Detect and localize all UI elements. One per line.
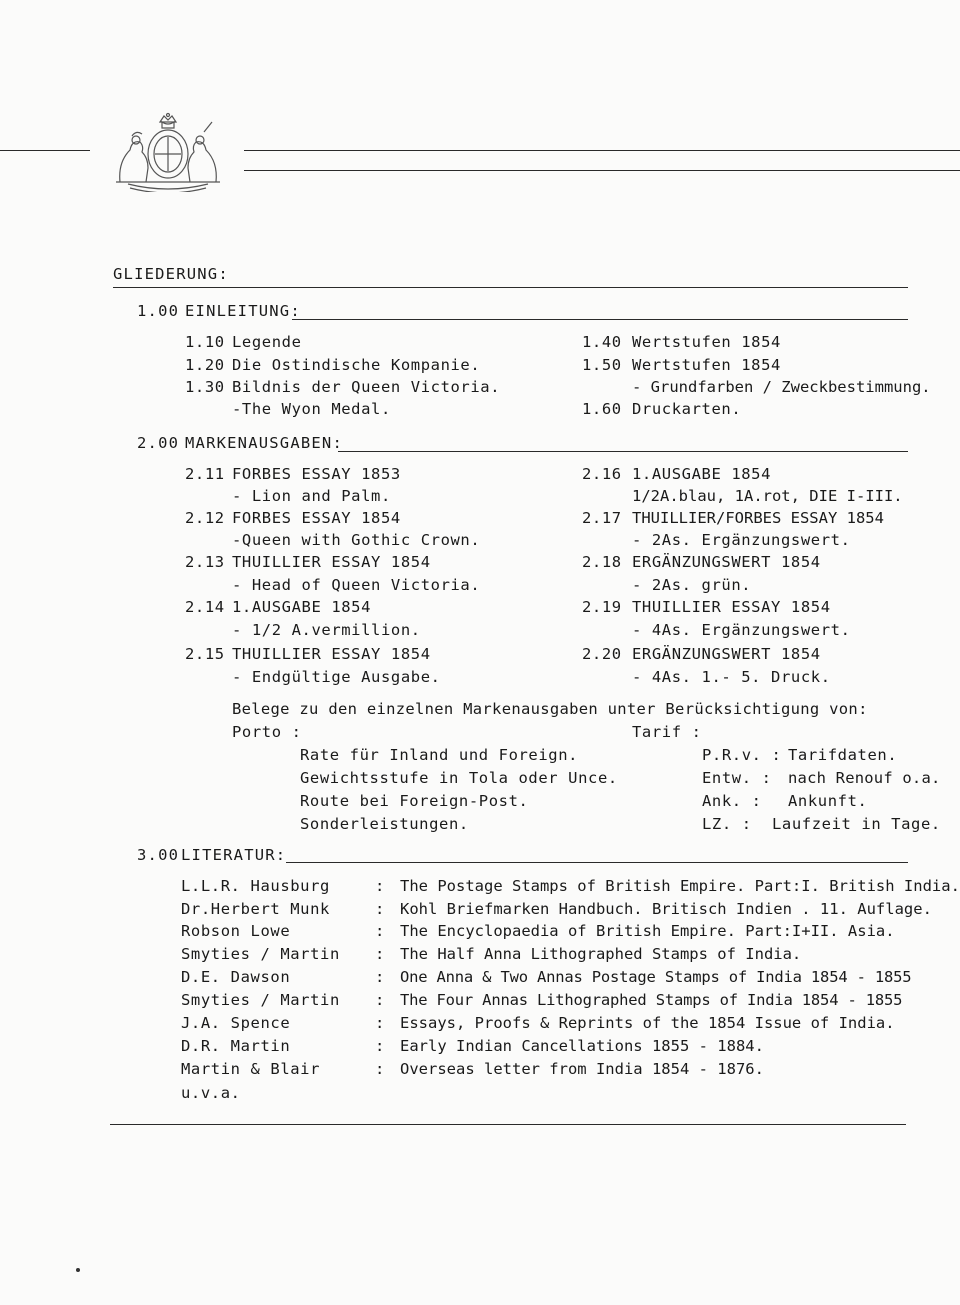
section-3-title: LITERATUR: xyxy=(181,846,287,864)
outline-rule xyxy=(113,287,908,288)
porto-item-0: Rate für Inland und Foreign. xyxy=(300,746,579,764)
section-2-right-num-2: 2.17 xyxy=(582,509,622,527)
lit-author-8: Martin & Blair xyxy=(181,1060,321,1078)
lit-title-3: The Half Anna Lithographed Stamps of India. xyxy=(400,945,802,963)
royal-crest-icon xyxy=(108,112,228,192)
section-1-right-text-1: Wertstufen 1854 xyxy=(632,356,781,374)
section-1-right-text-2: - Grundfarben / Zweckbestimmung. xyxy=(632,378,931,396)
lit-colon-1: : xyxy=(375,900,385,918)
section-2-left-text-9: - Endgültige Ausgabe. xyxy=(232,668,441,686)
lit-title-6: Essays, Proofs & Reprints of the 1854 Issue of India. xyxy=(400,1014,895,1032)
section-2-left-text-3: -Queen with Gothic Crown. xyxy=(232,531,481,549)
header-rule-left xyxy=(0,150,90,151)
section-1-title: EINLEITUNG: xyxy=(185,302,301,320)
section-2-right-text-9: - 4As. 1.- 5. Druck. xyxy=(632,668,831,686)
section-1-left-num-1: 1.20 xyxy=(185,356,225,374)
section-2-right-text-5: - 2As. grün. xyxy=(632,576,752,594)
header-rule-right-top xyxy=(244,150,960,151)
lit-colon-0: : xyxy=(375,877,385,895)
lit-author-2: Robson Lowe xyxy=(181,922,291,940)
porto-item-3: Sonderleistungen. xyxy=(300,815,469,833)
section-1-right-num-1: 1.50 xyxy=(582,356,622,374)
stray-dot xyxy=(76,1268,80,1272)
section-2-right-text-1: 1/2A.blau, 1A.rot, DIE I-III. xyxy=(632,487,903,505)
section-1-right-num-0: 1.40 xyxy=(582,333,622,351)
section-1-rule xyxy=(292,319,908,320)
tarif-abbr-2: Ank. : xyxy=(702,792,762,810)
lit-colon-2: : xyxy=(375,922,385,940)
section-2-right-text-2: THUILLIER/FORBES ESSAY 1854 xyxy=(632,509,884,527)
lit-colon-5: : xyxy=(375,991,385,1009)
section-2-left-text-4: THUILLIER ESSAY 1854 xyxy=(232,553,431,571)
lit-author-0: L.L.R. Hausburg xyxy=(181,877,330,895)
lit-title-8: Overseas letter from India 1854 - 1876. xyxy=(400,1060,764,1078)
outline-title: GLIEDERUNG: xyxy=(113,265,229,283)
section-2-left-text-0: FORBES ESSAY 1853 xyxy=(232,465,401,483)
section-1-left-text-1: Die Ostindische Kompanie. xyxy=(232,356,481,374)
section-2-number: 2.00 xyxy=(137,434,180,452)
section-2-right-text-0: 1.AUSGABE 1854 xyxy=(632,465,772,483)
lit-author-1: Dr.Herbert Munk xyxy=(181,900,330,918)
section-1-left-num-2: 1.30 xyxy=(185,378,225,396)
lit-title-4: One Anna & Two Annas Postage Stamps of India 1854 - 1855 xyxy=(400,968,912,986)
porto-item-2: Route bei Foreign-Post. xyxy=(300,792,529,810)
tarif-text-2: Ankunft. xyxy=(788,792,868,810)
section-2-left-num-8: 2.15 xyxy=(185,645,225,663)
section-2-right-text-8: ERGÄNZUNGSWERT 1854 xyxy=(632,645,821,663)
section-2-rule xyxy=(338,451,908,452)
section-1-right-text-3: Druckarten. xyxy=(632,400,742,418)
section-2-left-text-5: - Head of Queen Victoria. xyxy=(232,576,481,594)
lit-title-0: The Postage Stamps of British Empire. Part:I. British India. xyxy=(400,877,960,895)
lit-author-6: J.A. Spence xyxy=(181,1014,291,1032)
section-2-left-text-7: - 1/2 A.vermillion. xyxy=(232,621,421,639)
belege-text: Belege zu den einzelnen Markenausgaben unter Berücksichtigung von: xyxy=(232,700,868,718)
section-1-right-text-0: Wertstufen 1854 xyxy=(632,333,781,351)
lit-title-7: Early Indian Cancellations 1855 - 1884. xyxy=(400,1037,764,1055)
section-2-left-num-0: 2.11 xyxy=(185,465,225,483)
section-3-rule xyxy=(286,862,908,863)
lit-author-5: Smyties / Martin xyxy=(181,991,340,1009)
tarif-text-3: Laufzeit in Tage. xyxy=(772,815,941,833)
section-2-right-text-3: - 2As. Ergänzungswert. xyxy=(632,531,851,549)
lit-author-3: Smyties / Martin xyxy=(181,945,340,963)
lit-title-1: Kohl Briefmarken Handbuch. Britisch Indien . 11. Auflage. xyxy=(400,900,932,918)
section-2-right-text-6: THUILLIER ESSAY 1854 xyxy=(632,598,831,616)
lit-colon-8: : xyxy=(375,1060,385,1078)
section-2-right-text-7: - 4As. Ergänzungswert. xyxy=(632,621,851,639)
tarif-abbr-3: LZ. : xyxy=(702,815,752,833)
section-1-number: 1.00 xyxy=(137,302,180,320)
lit-colon-6: : xyxy=(375,1014,385,1032)
section-2-right-num-0: 2.16 xyxy=(582,465,622,483)
section-2-left-text-2: FORBES ESSAY 1854 xyxy=(232,509,401,527)
lit-title-2: The Encyclopaedia of British Empire. Part:I+II. Asia. xyxy=(400,922,895,940)
section-2-left-text-6: 1.AUSGABE 1854 xyxy=(232,598,372,616)
tarif-text-1: nach Renouf o.a. xyxy=(788,769,941,787)
tarif-abbr-1: Entw. : xyxy=(702,769,772,787)
lit-colon-4: : xyxy=(375,968,385,986)
section-2-right-text-4: ERGÄNZUNGSWERT 1854 xyxy=(632,553,821,571)
header-rule-right-bottom xyxy=(244,170,960,171)
section-2-left-text-8: THUILLIER ESSAY 1854 xyxy=(232,645,431,663)
section-3-number: 3.00 xyxy=(137,846,180,864)
section-2-left-num-4: 2.13 xyxy=(185,553,225,571)
section-1-right-num-3: 1.60 xyxy=(582,400,622,418)
lit-colon-3: : xyxy=(375,945,385,963)
lit-author-4: D.E. Dawson xyxy=(181,968,291,986)
section-1-left-text-0: Legende xyxy=(232,333,302,351)
section-1-left-text-2: Bildnis der Queen Victoria. xyxy=(232,378,501,396)
section-2-right-num-6: 2.19 xyxy=(582,598,622,616)
section-2-left-text-1: - Lion and Palm. xyxy=(232,487,391,505)
porto-label: Porto : xyxy=(232,723,302,741)
section-2-right-num-4: 2.18 xyxy=(582,553,622,571)
bottom-rule xyxy=(110,1124,906,1125)
section-2-title: MARKENAUSGABEN: xyxy=(185,434,343,452)
lit-author-7: D.R. Martin xyxy=(181,1037,291,1055)
lit-colon-7: : xyxy=(375,1037,385,1055)
tarif-text-0: Tarifdaten. xyxy=(788,746,898,764)
porto-item-1: Gewichtsstufe in Tola oder Unce. xyxy=(300,769,618,787)
section-1-left-text-3: -The Wyon Medal. xyxy=(232,400,391,418)
section-1-left-num-0: 1.10 xyxy=(185,333,225,351)
section-2-right-num-8: 2.20 xyxy=(582,645,622,663)
tarif-label: Tarif : xyxy=(632,723,702,741)
section-2-left-num-6: 2.14 xyxy=(185,598,225,616)
lit-footer: u.v.a. xyxy=(181,1084,241,1102)
lit-title-5: The Four Annas Lithographed Stamps of India 1854 - 1855 xyxy=(400,991,903,1009)
section-2-left-num-2: 2.12 xyxy=(185,509,225,527)
tarif-abbr-0: P.R.v. : xyxy=(702,746,782,764)
